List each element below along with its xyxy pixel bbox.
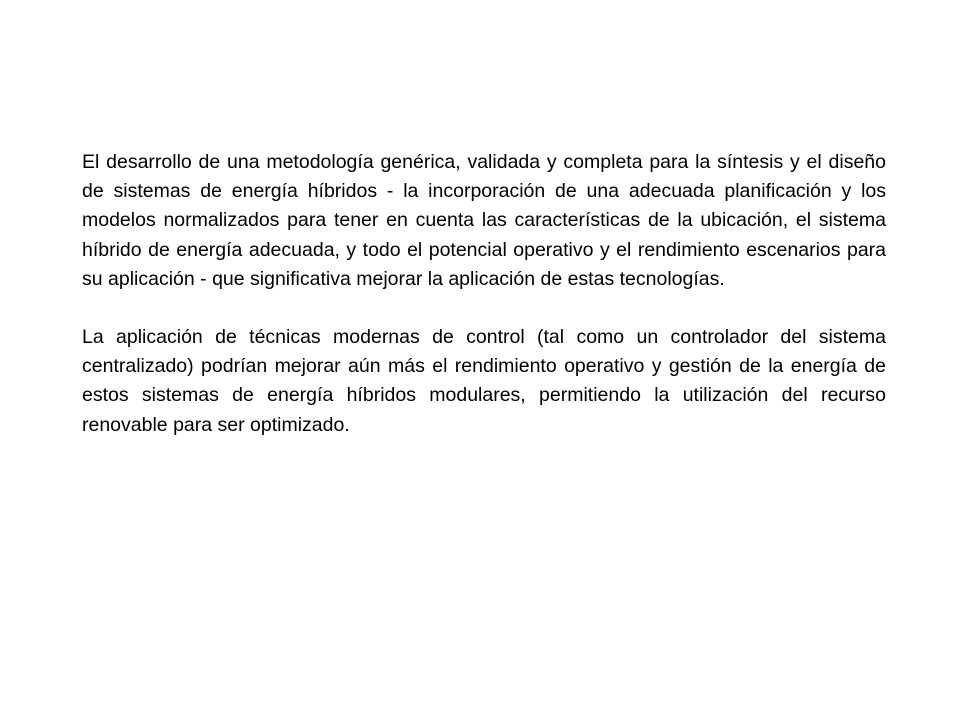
paragraph-control-techniques: La aplicación de técnicas modernas de control (tal como un controlador del sistema centralizado) podrían mejorar aún más el rendimiento operativo y gestión de la energía de estos sistemas de energía híbridos modulares, permitiendo la utilización del recurso renovable para ser optimizado.: [82, 326, 886, 436]
paragraph-methodology: El desarrollo de una metodología genérica, validada y completa para la síntesis y el diseño de sistemas de energía híbridos - la incorporación de una adecuada planificación y los modelos normalizados para tener en cuenta las características de la ubicación, el sistema híbrido de energía adecuada, y todo el potencial operativo y el rendimiento escenarios para su aplicación - que significativa mejorar la aplicación de estas tecnologías.: [82, 151, 886, 290]
text-block: [82, 148, 886, 440]
